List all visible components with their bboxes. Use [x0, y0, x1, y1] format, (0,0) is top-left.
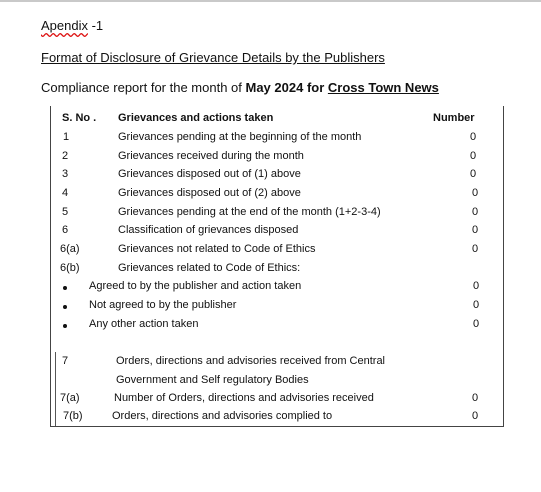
row-7a-num: 0 [472, 392, 479, 404]
row-3-sno: 3 [62, 168, 69, 180]
row-2-desc: Grievances received during the month [118, 150, 304, 162]
document-heading: Format of Disclosure of Grievance Details by the Publishers [41, 50, 385, 65]
appendix-number: -1 [87, 18, 104, 33]
row-5-sno: 5 [62, 206, 69, 218]
bullet-1-num: 0 [473, 280, 480, 292]
row-6b-sno: 6(b) [60, 262, 80, 274]
bullet-2-desc: Not agreed to by the publisher [89, 299, 237, 311]
row-6-desc: Classification of grievances disposed [118, 224, 299, 236]
row-1-desc: Grievances pending at the beginning of the month [118, 131, 362, 143]
compliance-prefix: Compliance report for the month of [41, 80, 246, 95]
bullet-icon [63, 324, 67, 328]
row-7a-desc: Number of Orders, directions and advisories received [114, 392, 374, 404]
row-4-num: 0 [472, 187, 479, 199]
appendix-word: Apendix [41, 18, 88, 33]
row-2-num: 0 [470, 150, 477, 162]
bullet-3-num: 0 [473, 318, 480, 330]
row-3-desc: Grievances disposed out of (1) above [118, 168, 301, 180]
row-7-desc-line1: Orders, directions and advisories received from Central [116, 355, 386, 367]
top-border [0, 0, 541, 2]
row-7b-sno: 7(b) [63, 410, 83, 422]
row-7b-desc: Orders, directions and advisories complied to [112, 410, 333, 422]
row-7a-sno: 7(a) [60, 392, 80, 404]
row-6a-sno: 6(a) [60, 243, 80, 255]
row-5-desc: Grievances pending at the end of the month (1+2-3-4) [118, 206, 381, 218]
row-7-sno: 7 [62, 355, 69, 367]
bullet-icon [63, 305, 67, 309]
row-6b-desc: Grievances related to Code of Ethics: [118, 262, 301, 274]
row-2-sno: 2 [62, 150, 69, 162]
compliance-for: for [303, 80, 328, 95]
row-7-desc-line2: Government and Self regulatory Bodies [116, 374, 309, 386]
table-divider [55, 352, 56, 426]
row-1-num: 0 [470, 131, 477, 143]
row-3-num: 0 [470, 168, 477, 180]
bullet-2-num: 0 [473, 299, 480, 311]
row-4-desc: Grievances disposed out of (2) above [118, 187, 301, 199]
row-7b-num: 0 [472, 410, 479, 422]
publisher-name: Cross Town News [327, 80, 439, 95]
row-1-sno: 1 [63, 131, 70, 143]
row-6-num: 0 [472, 224, 479, 236]
compliance-month: May 2024 [245, 80, 304, 95]
row-5-num: 0 [472, 206, 479, 218]
bullet-1-desc: Agreed to by the publisher and action taken [89, 280, 302, 292]
row-6-sno: 6 [62, 224, 69, 236]
bullet-3-desc: Any other action taken [89, 318, 199, 330]
compliance-line [41, 80, 439, 95]
bullet-icon [63, 286, 67, 290]
header-sno: S. No . [62, 112, 97, 124]
row-4-sno: 4 [62, 187, 69, 199]
row-6a-desc: Grievances not related to Code of Ethics [118, 243, 316, 255]
header-number: Number [433, 112, 475, 124]
appendix-label [41, 18, 103, 33]
header-description: Grievances and actions taken [118, 112, 274, 124]
row-6a-num: 0 [472, 243, 479, 255]
